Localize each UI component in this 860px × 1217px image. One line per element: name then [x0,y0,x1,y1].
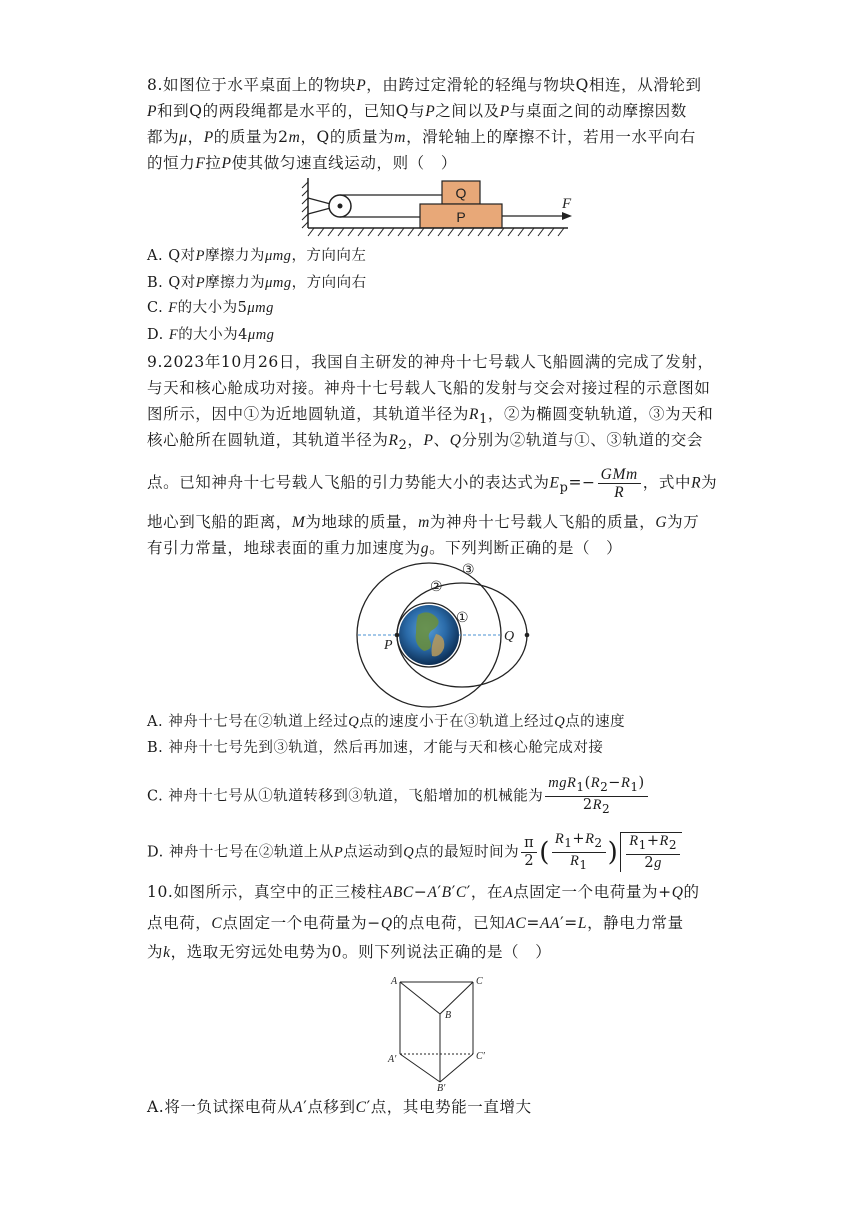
q10-prism-figure [385,972,495,1092]
q10-label-c1: C′ [476,1051,485,1062]
q8-block-q-label: Q [455,185,467,201]
q10-label-a1: A′ [388,1054,397,1065]
q9-point-p-label: P [384,638,393,653]
q8-option-b[interactable]: B. Q对P摩擦力为μmg，方向向右 [147,275,367,291]
q8-line-1: 8.如图位于水平桌面上的物块P，由跨过定滑轮的轻绳与物块Q相连，从滑轮到 [147,76,702,94]
q9-line-6: 地心到飞船的距离，M为地球的质量，m为神舟十七号载人飞船的质量，G为万 [147,513,700,531]
q8-option-c[interactable]: C. F的大小为5μmg [147,300,274,316]
q8-line-3: 都为μ，P的质量为2m，Q的质量为m，滑轮轴上的摩擦不计，若用一水平向右 [147,128,696,146]
q10-option-a[interactable]: A.将一负试探电荷从A′点移到C′点，其电势能一直增大 [147,1098,532,1116]
q10-line-2: 点电荷，C点固定一个电荷量为−Q的点电荷，已知AC=AA′=L，静电力常量 [147,914,684,932]
q9-orbit-3-label: ③ [462,562,475,578]
q9-line-2: 与天和核心舱成功对接。神舟十七号载人飞船的发射与交会对接过程的示意图如 [147,379,711,397]
q9-orbit-2-label: ② [430,579,443,595]
q10-line-1: 10.如图所示，真空中的正三棱柱ABC−A′B′C′，在A点固定一个电荷量为+Q的 [147,883,700,901]
q8-option-a[interactable]: A. Q对P摩擦力为μmg，方向向左 [147,248,367,264]
q9-point-q-label: Q [504,629,515,644]
q9-line-7: 有引力常量，地球表面的重力加速度为g。下列判断正确的是（ ） [147,539,623,557]
q8-option-d[interactable]: D. F的大小为4μmg [147,327,275,343]
q9-option-c[interactable]: C. 神舟十七号从①轨道转移到③轨道，飞船增加的机械能为 $\frac{mgR_1(R_2-R_1)}{2R_2}$ [147,775,650,818]
q9-orbit-1-label: ① [456,610,469,626]
q10-line-3: 为k，选取无穷远处电势为0。则下列说法正确的是（ ） [147,943,552,961]
q9-line-1: 9.2023年10月26日，我国自主研发的神舟十七号载人飞船圆满的完成了发射， [147,353,714,371]
q10-label-a: A [391,976,398,987]
q8-line-4: 的恒力F拉P使其做匀速直线运动，则（ ） [147,154,457,172]
q8-force-label: F [562,196,572,212]
q9-option-d[interactable]: D. 神舟十七号在②轨道上从P点运动到Q点的最短时间为 $\frac{\pi}{2}$ ( $\frac{R_1+R_2}{R_1}$ ) $\frac{R_1+R_2}{2g}$ [147,831,682,874]
q9-orbit-figure [340,560,540,710]
q9-option-a[interactable]: A. 神舟十七号在②轨道上经过Q点的速度小于在③轨道上经过Q点的速度 [147,714,626,730]
q9-line-5: 点。已知神舟十七号载人飞船的引力势能大小的表达式为$E_p=-$ $\frac{\text{GMm}}{R}$ ，式中R为 [147,466,718,501]
q10-label-b1: B′ [437,1083,446,1092]
q9-option-b[interactable]: B. 神舟十七号先到③轨道，然后再加速，才能与天和核心舱完成对接 [147,740,604,756]
q10-label-c: C [476,976,483,987]
q8-pulley-figure [300,176,580,240]
q9-line-4: 核心舱所在圆轨道，其轨道半径为$R_2$，P、Q分别为②轨道与①、③轨道的交会 [147,431,704,454]
q9-line-3: 图所示，因中①为近地圆轨道，其轨道半径为$R_1$，②为椭圆变轨轨道，③为天和 [147,405,714,428]
q10-label-b: B [445,1010,452,1021]
q8-line-2: P和到Q的两段绳都是水平的，已知Q与P之间以及P与桌面之间的动摩擦因数 [147,102,687,120]
q8-block-p-label: P [456,209,466,225]
